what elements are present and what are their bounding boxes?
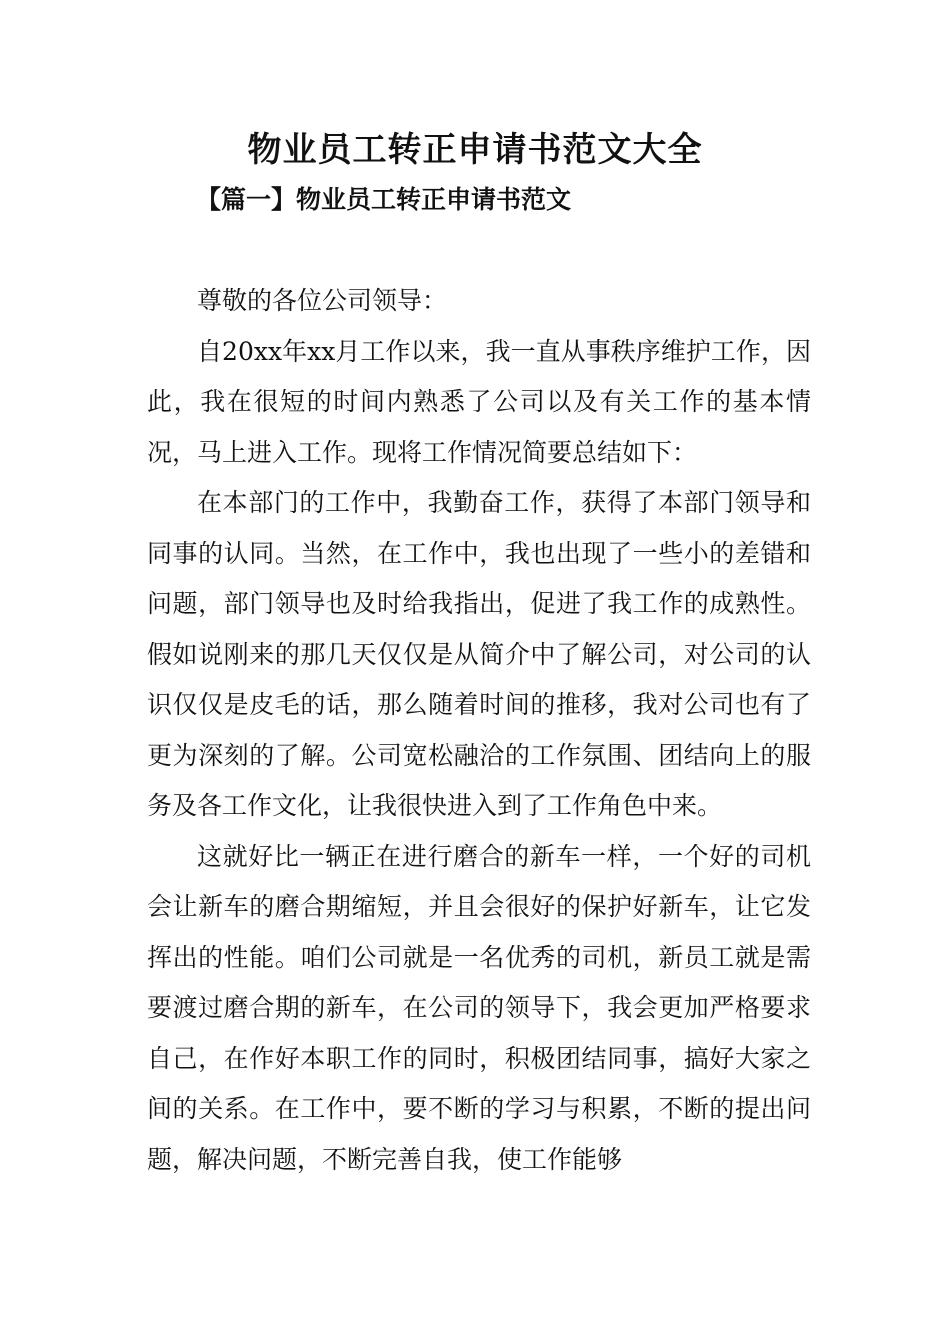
body-paragraph: 这就好比一辆正在进行磨合的新车一样，一个好的司机会让新车的磨合期缩短，并且会很好的保护好新车，让它发挥出的性能。咱们公司就是一名优秀的司机，新员工就是需要渡过磨合期的新车，在公司的领导下，我会更加严格要求自己，在作好本职工作的同时，积极团结同事，搞好大家之间的关系。在工作中，要不断的学习与积累，不断的提出问题，解决问题，不断完善自我，使工作能够 xyxy=(147,841,811,1174)
body-paragraph: 自20xx年xx月工作以来，我一直从事秩序维护工作，因此，我在很短的时间内熟悉了公司以及有关工作的基本情况，马上进入工作。现将工作情况简要总结如下： xyxy=(147,336,811,467)
section-heading: 【篇一】物业员工转正申请书范文 xyxy=(196,185,572,214)
document-title: 物业员工转正申请书范文大全 xyxy=(247,130,703,170)
salutation-paragraph: 尊敬的各位公司领导： xyxy=(197,286,448,315)
body-paragraph: 在本部门的工作中，我勤奋工作，获得了本部门领导和同事的认同。当然，在工作中，我也出现了一些小的差错和问题，部门领导也及时给我指出，促进了我工作的成熟性。假如说刚来的那几天仅仅是从简介中了解公司，对公司的认识仅仅是皮毛的话，那么随着时间的推移，我对公司也有了更为深刻的了解。公司宽松融洽的工作氛围、团结向上的服务及各工作文化，让我很快进入到了工作角色中来。 xyxy=(147,488,811,820)
document-body xyxy=(147,276,811,1185)
